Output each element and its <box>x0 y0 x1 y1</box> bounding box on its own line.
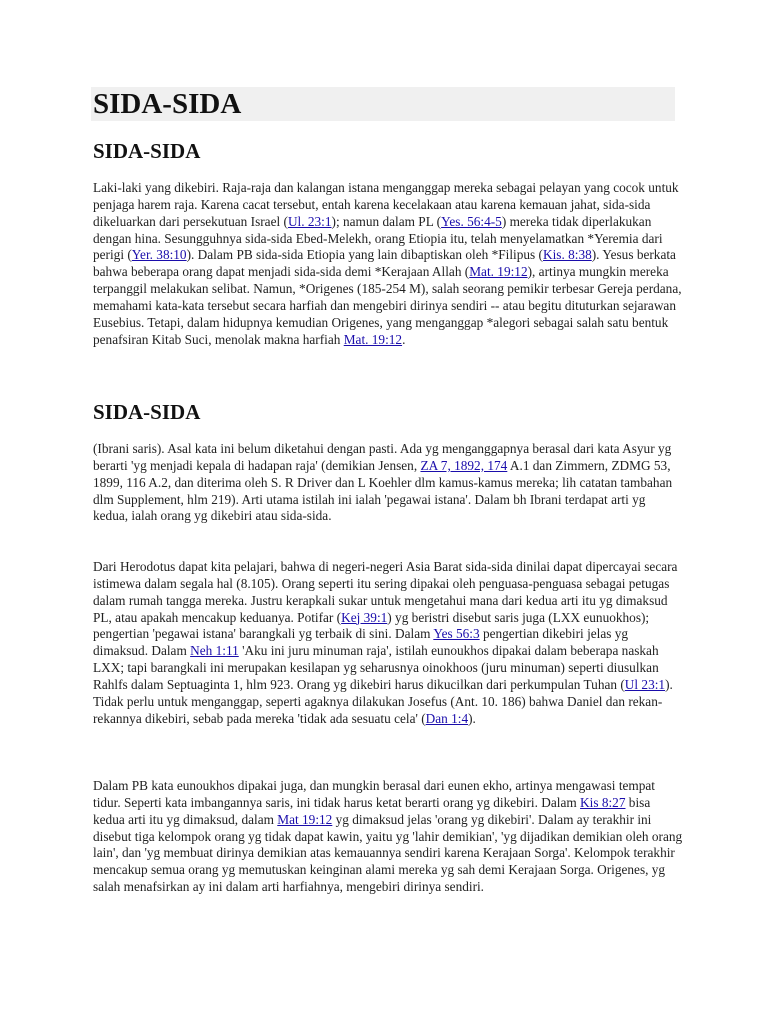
paragraph-text: (Ibrani saris). Asal kata ini belum diketahui dengan pasti. Ada yg menganggapnya berasal dari kata Asyur yg berarti 'yg menjadi kepala di hadapan raja' (demikian Jensen, <box>93 441 672 473</box>
scripture-reference-link[interactable]: Neh 1:11 <box>190 643 239 659</box>
paragraph <box>93 441 683 525</box>
paragraph-text: Laki-laki yang dikebiri. Raja-raja dan kalangan istana menganggap mereka sebagai pelayan yang cocok untuk penjaga harem raja. Karena cacat tersebut, entah karena kecelakaan atau karena kemauan jahat, sida-sida dikeluarkan dari persekutuan Israel ( <box>93 180 679 229</box>
paragraph-text: Dari Herodotus dapat kita pelajari, bahwa di negeri-negeri Asia Barat sida-sida dinilai dapat dipercayai secara istimewa dalam segala hal (8.105). Orang seperti itu sering dipakai oleh penguasa-penguasa sebagai petugas dalam rumah tangga mereka. Justru kerapkali sukar untuk mengetahui mana dari kedua arti itu yg dimaksud PL, atau apakah mencakup keduanya. Potifar ( <box>93 559 678 625</box>
paragraph-text: Dalam PB kata eunoukhos dipakai juga, dan mungkin berasal dari eunen ekho, artinya mengawasi tempat tidur. Seperti kata imbangannya saris, ini tidak harus ketat berarti orang yg dikebiri. Dalam <box>93 778 656 810</box>
paragraph-text: A.1 dan Zimmern, ZDMG 53, 1899, 116 A.2, dan diterima oleh S. R Driver dan L Koehler dlm kamus-kamus mereka; lih catatan tambahan dlm Supplement, hlm 219). Arti utama istilah ini ialah 'pegawai istana'. Dalam bh Ibrani terdapat arti yg kedua, ialah orang yg dikebiri atau sida-sida. <box>93 457 673 524</box>
scripture-reference-link[interactable]: Kis. 8:38 <box>542 247 592 263</box>
paragraph-text: ), artinya mungkin mereka terpanggil melakukan selibat. Namun, *Origenes (185-254 M), salah seorang pemikir terbesar Gereja perdana, memahami kata-kata tersebut secara harfiah dan mengebiri dirinya sendiri -- atau begitu dituturkan sejarawan Eusebius. Tetapi, dalam hidupnya kemudian Origenes, yang menganggap *alegori sebagai salah satu bentuk penafsiran Kitab Suci, menolak makna harfiah <box>93 264 682 347</box>
paragraph <box>93 180 683 348</box>
scripture-reference-link[interactable]: ZA 7, 1892, 174 <box>420 457 508 473</box>
paragraph-text: pengertian dikebiri jelas yg dimaksud. Dalam <box>93 626 629 659</box>
scripture-reference-link[interactable]: Yes 56:3 <box>433 626 480 642</box>
paragraph-text: ) mereka tidak diperlakukan dengan hina. Sesungguhnya sida-sida Ebed-Melekh, orang Etiopia itu, telah menyelamatkan *Yeremia dari perigi ( <box>93 213 663 263</box>
paragraph-text: ). <box>468 710 476 726</box>
scripture-reference-link[interactable]: Yes. 56:4-5 <box>441 213 502 229</box>
scripture-reference-link[interactable]: Mat 19:12 <box>277 811 333 827</box>
scripture-reference-link[interactable]: Mat. 19:12 <box>469 264 528 280</box>
scripture-reference-link[interactable]: Dan 1:4 <box>425 710 469 726</box>
section-heading: SIDA-SIDA <box>93 400 201 424</box>
scripture-reference-link[interactable]: Kej 39:1 <box>341 609 388 625</box>
paragraph <box>93 778 683 896</box>
scripture-reference-link[interactable]: Ul 23:1 <box>624 676 666 692</box>
paragraph-text: ). Dalam PB sida-sida Etiopia yang lain dibaptiskan oleh *Filipus ( <box>186 247 543 263</box>
paragraph-text: ) yg beristri disebut saris juga (LXX eunuokhos); pengertian 'pegawai istana' barangkali yg terbaik di sini. Dalam <box>93 609 650 642</box>
paragraph-text: bisa kedua arti itu yg dimaksud, dalam <box>93 794 651 827</box>
paragraph-text: yg dimaksud jelas 'orang yg dikebiri'. Dalam ay terakhir ini disebut tiga kelompok orang yg tidak dapat kawin, yaitu yg 'lahir demikian', 'yg dijadikan demikian oleh orang lain', dan 'yg membuat dirinya demikian atas kemauannya sendiri karena Kerajaan Sorga'. Kelompok terakhir mencakup semua orang yg memutuskan keinginan alami mereka yg sah demi Kerajaan Sorga. Origenes, yg salah menafsirkan ay ini dalam arti harfiahnya, mengebiri dirinya sendiri. <box>93 811 683 895</box>
scripture-reference-link[interactable]: Kis 8:27 <box>580 794 626 810</box>
paragraph-text: ). Tidak perlu untuk menganggap, seperti agaknya dilakukan Josefus (Ant. 10. 186) bahwa Daniel dan rekan-rekannya dikebiri, sebab pada mereka 'tidak ada sesuatu cela' ( <box>93 676 673 726</box>
scripture-reference-link[interactable]: Yer. 38:10 <box>131 247 187 263</box>
section-heading: SIDA-SIDA <box>93 139 201 163</box>
scripture-reference-link[interactable]: Ul. 23:1 <box>287 213 332 229</box>
page-title: SIDA-SIDA <box>93 88 242 120</box>
paragraph-text: . <box>402 331 406 347</box>
paragraph-text: 'Aku ini juru minuman raja', istilah eunoukhos dipakai dalam beberapa naskah LXX; tapi barangkali ini merupakan kesilapan yg seharusnya oinokhoos (juru minuman) seperti diusulkan Rahlfs dalam Septuaginta 1, hlm 923. Orang yg dikebiri harus dikucilkan dari perkumpulan Tuhan ( <box>93 643 659 692</box>
paragraph <box>93 559 683 727</box>
paragraph-text: ). Yesus berkata bahwa beberapa orang dapat menjadi sida-sida demi *Kerajaan Allah ( <box>93 247 676 280</box>
paragraph-text: ); namun dalam PL ( <box>331 213 442 229</box>
scripture-reference-link[interactable]: Mat. 19:12 <box>343 331 403 347</box>
